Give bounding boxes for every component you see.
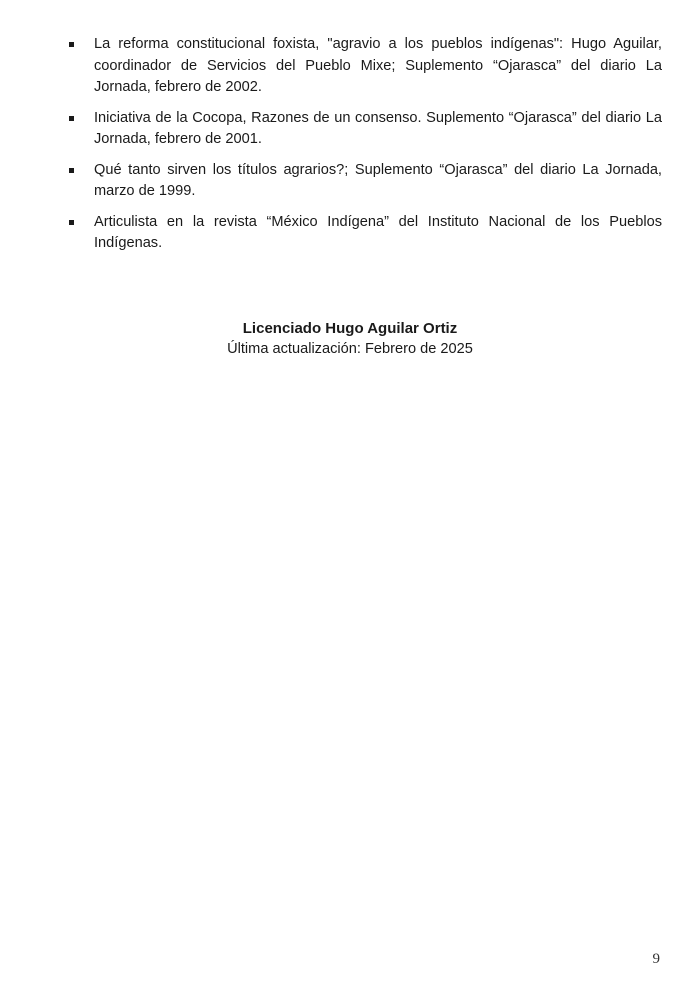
list-item: [68, 108, 662, 151]
list-item-text: Iniciativa de la Cocopa, Razones de un consenso. Suplemento “Ojarasca” del diario La Jornada, febrero de 2001.: [94, 109, 662, 147]
signature-block: [0, 319, 700, 359]
list-item: [68, 160, 662, 203]
list-item: [68, 212, 662, 255]
publication-list: [68, 34, 662, 264]
square-bullet-icon: [69, 168, 74, 173]
square-bullet-icon: [69, 116, 74, 121]
signature-name: Licenciado Hugo Aguilar Ortiz: [242, 320, 458, 337]
page-number: 9: [652, 951, 660, 967]
square-bullet-icon: [69, 220, 74, 225]
square-bullet-icon: [69, 42, 74, 47]
last-updated-note: Última actualización: Febrero de 2025: [227, 341, 473, 357]
list-item: [68, 34, 662, 99]
list-item-text: Qué tanto sirven los títulos agrarios?; Suplemento “Ojarasca” del diario La Jornada, marzo de 1999.: [94, 161, 662, 199]
list-item-text: Articulista en la revista “México Indígena” del Instituto Nacional de los Pueblos Indígenas.: [94, 213, 662, 251]
list-item-text: La reforma constitucional foxista, "agravio a los pueblos indígenas": Hugo Aguilar, coordinador de Servicios del Pueblo Mixe; Suplemento “Ojarasca” del diario La Jornada, febrero de 2002.: [94, 36, 662, 95]
